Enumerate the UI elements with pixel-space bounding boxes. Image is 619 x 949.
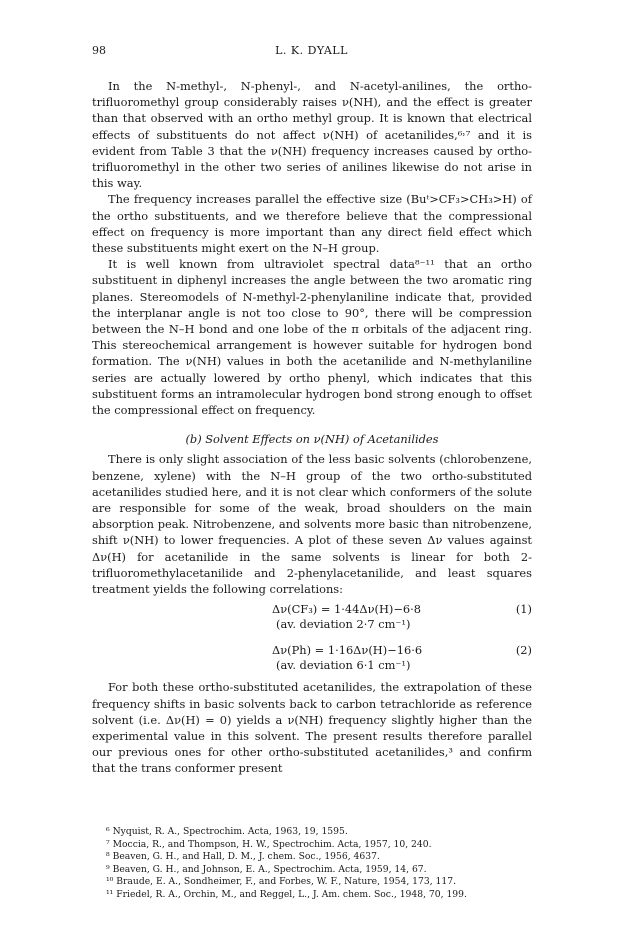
body-paragraph: It is well known from ultraviolet spectral data⁸⁻¹¹ that an ortho substituent in diphenyl increases the angle between the two aromatic ring planes. Stereomodels of N-methyl-2-phenylaniline indicate that, provided the interplanar angle is not too close to 90°, there will be compression between the N–H bond and one lobe of the π orbitals of the adjacent ring. This stereochemical arrangement is however suitable for hydrogen bond formation. The ν(NH) values in both the acetanilide and N-methylaniline series are actually lowered by ortho phenyl, which indicates that this substituent forms an intramolecular hydrogen bond strong enough to offset the compressional effect on frequency. [92,257,532,418]
equation-deviation: (av. deviation 6·1 cm⁻¹) [276,658,411,673]
body-paragraph: For both these ortho-substituted acetanilides, the extrapolation of these frequency shifts in basic solvents back to carbon tetrachloride as reference solvent (i.e. Δν(H) = 0) yields a ν(NH) frequency slightly higher than the experimental value in this solvent. The present results therefore parallel our previous ones for other ortho-substituted acetanilides,³ and confirm that the trans conformer present [92,680,532,776]
equation-2 [92,642,532,673]
page-number: 98 [92,44,106,57]
equation-expression: Δν(Ph) = 1·16Δν(H)−16·6 [272,643,423,658]
reference-item: ⁸ Beaven, G. H., and Hall, D. M., J. chem. Soc., 1956, 4637. [106,851,380,863]
running-header [92,44,531,58]
reference-item: ¹⁰ Braude, E. A., Sondheimer, F., and Forbes, W. F., Nature, 1954, 173, 117. [106,876,457,888]
equation-deviation: (av. deviation 2·7 cm⁻¹) [276,617,411,632]
reference-item: ¹¹ Friedel, R. A., Orchin, M., and Reggel, L., J. Am. chem. Soc., 1948, 70, 199. [106,888,467,900]
body-paragraph: There is only slight association of the less basic solvents (chlorobenzene, benzene, xylene) with the N–H group of the two ortho-substituted acetanilides studied here, and it is not clear which conformers of the solute are responsible for some of the weak, broad shoulders on the main absorption peak. Nitrobenzene, and solvents more basic than nitrobenzene, shift ν(NH) to lower frequencies. A plot of these seven Δν values against Δν(H) for acetanilide in the same solvents is linear for both 2-trifluoromethylacetanilide and 2-phenylacetanilide, and least squares treatment yields the following correlations: [92,452,532,597]
section-heading: (b) Solvent Effects on ν(NH) of Acetanilides [185,432,439,447]
equation-number: (2) [515,643,532,658]
reference-item: ⁷ Moccia, R., and Thompson, H. W., Spectrochim. Acta, 1957, 10, 240. [106,838,432,850]
running-author: L. K. DYALL [275,44,348,57]
equation-number: (1) [515,602,532,617]
article-body [92,78,532,777]
equation-expression: Δν(CF₃) = 1·44Δν(H)−6·8 [272,602,422,617]
body-paragraph: In the N-methyl-, N-phenyl-, and N-acetyl-anilines, the ortho-trifluoromethyl group considerably raises ν(NH), and the effect is greater than that observed with an ortho methyl group. It is known that electrical effects of substituents do not affect ν(NH) of acetanilides,⁶˒⁷ and it is evident from Table 3 that the ν(NH) frequency increases caused by ortho-trifluoromethyl in the other two series of anilines likewise do not arise in this way. [92,79,532,191]
reference-item: ⁹ Beaven, G. H., and Johnson, E. A., Spectrochim. Acta, 1959, 14, 67. [106,863,427,875]
footnote-references [106,826,536,902]
reference-item: ⁶ Nyquist, R. A., Spectrochim. Acta, 1963, 19, 1595. [106,826,348,837]
body-paragraph: The frequency increases parallel the effective size (Buᵗ>CF₃>CH₃>H) of the ortho substituents, and we therefore believe that the compressional effect on frequency is more important than any direct field effect which these substituents might exert on the N–H group. [92,192,532,256]
equation-1 [92,601,532,632]
